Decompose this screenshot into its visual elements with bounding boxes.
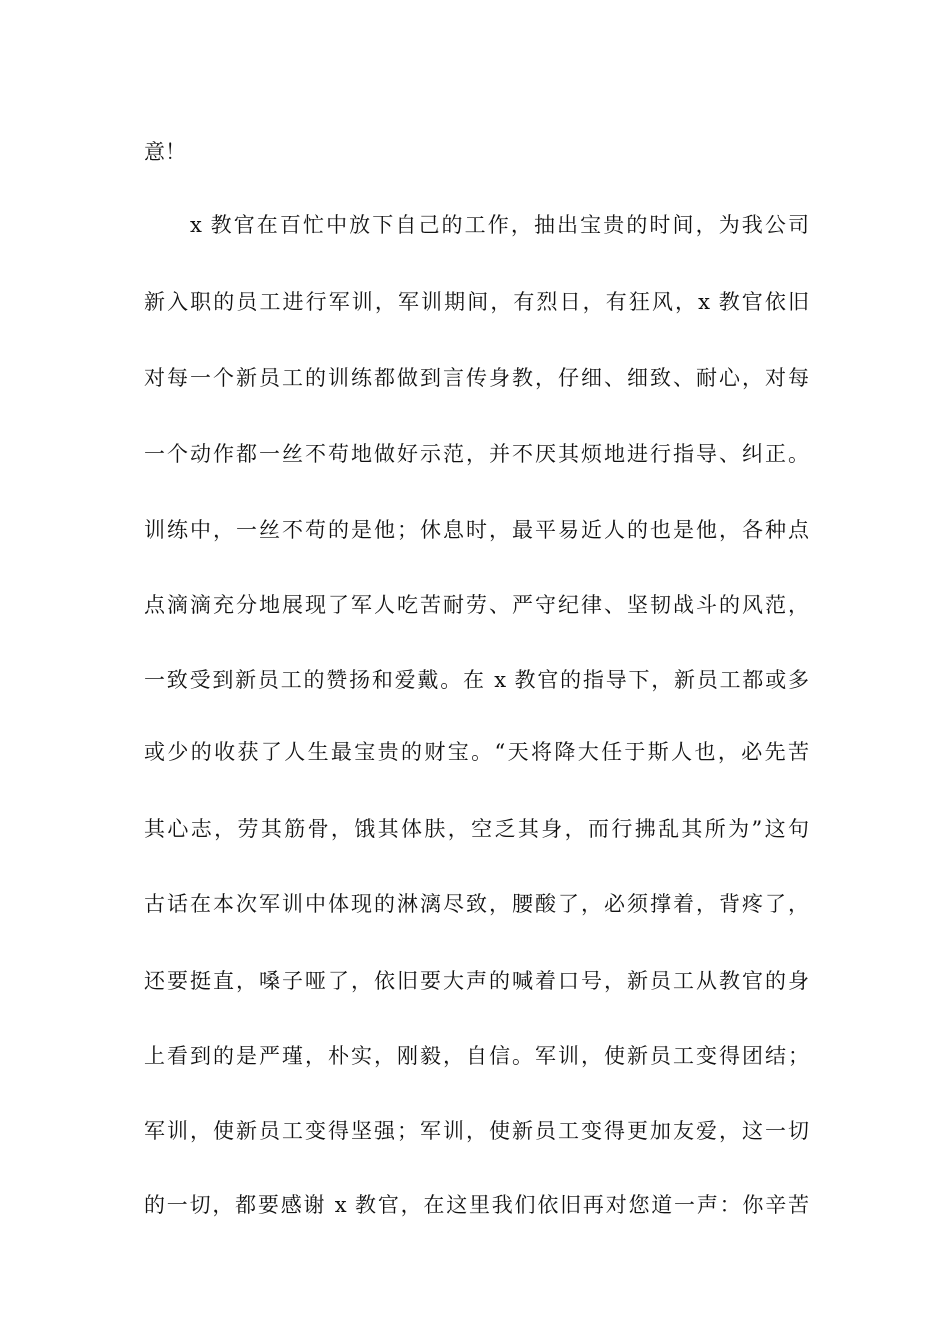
- text-line: 或少的收获了人生最宝贵的财宝。“天将降大任于斯人也，必先苦: [144, 740, 809, 764]
- text-line: 一致受到新员工的赞扬和爱戴。在 x 教官的指导下，新员工都或多: [144, 668, 809, 692]
- text-line: 对每一个新员工的训练都做到言传身教，仔细、细致、耐心，对每: [144, 366, 809, 390]
- text-line: 意！: [144, 140, 186, 164]
- paragraph-first-line: x 教官在百忙中放下自己的工作，抽出宝贵的时间，为我公司: [190, 213, 809, 237]
- text-line: 古话在本次军训中体现的淋漓尽致，腰酸了，必须撑着，背疼了，: [144, 892, 809, 916]
- text-line: 一个动作都一丝不苟地做好示范，并不厌其烦地进行指导、纠正。: [144, 442, 809, 466]
- text-line: 的一切，都要感谢 x 教官，在这里我们依旧再对您道一声：你辛苦: [144, 1193, 809, 1217]
- text-line: 训练中，一丝不苟的是他；休息时，最平易近人的也是他，各种点: [144, 518, 809, 542]
- text-line: 其心志，劳其筋骨，饿其体肤，空乏其身，而行拂乱其所为”这句: [144, 817, 809, 841]
- text-line: 军训，使新员工变得坚强；军训，使新员工变得更加友爱，这一切: [144, 1119, 809, 1143]
- text-line: 点滴滴充分地展现了军人吃苦耐劳、严守纪律、坚韧战斗的风范，: [144, 593, 809, 617]
- text-line: 还要挺直，嗓子哑了，依旧要大声的喊着口号，新员工从教官的身: [144, 969, 809, 993]
- text-line: 新入职的员工进行军训，军训期间，有烈日，有狂风，x 教官依旧: [144, 290, 809, 314]
- text-line: 上看到的是严瑾，朴实，刚毅，自信。军训，使新员工变得团结；: [144, 1044, 809, 1068]
